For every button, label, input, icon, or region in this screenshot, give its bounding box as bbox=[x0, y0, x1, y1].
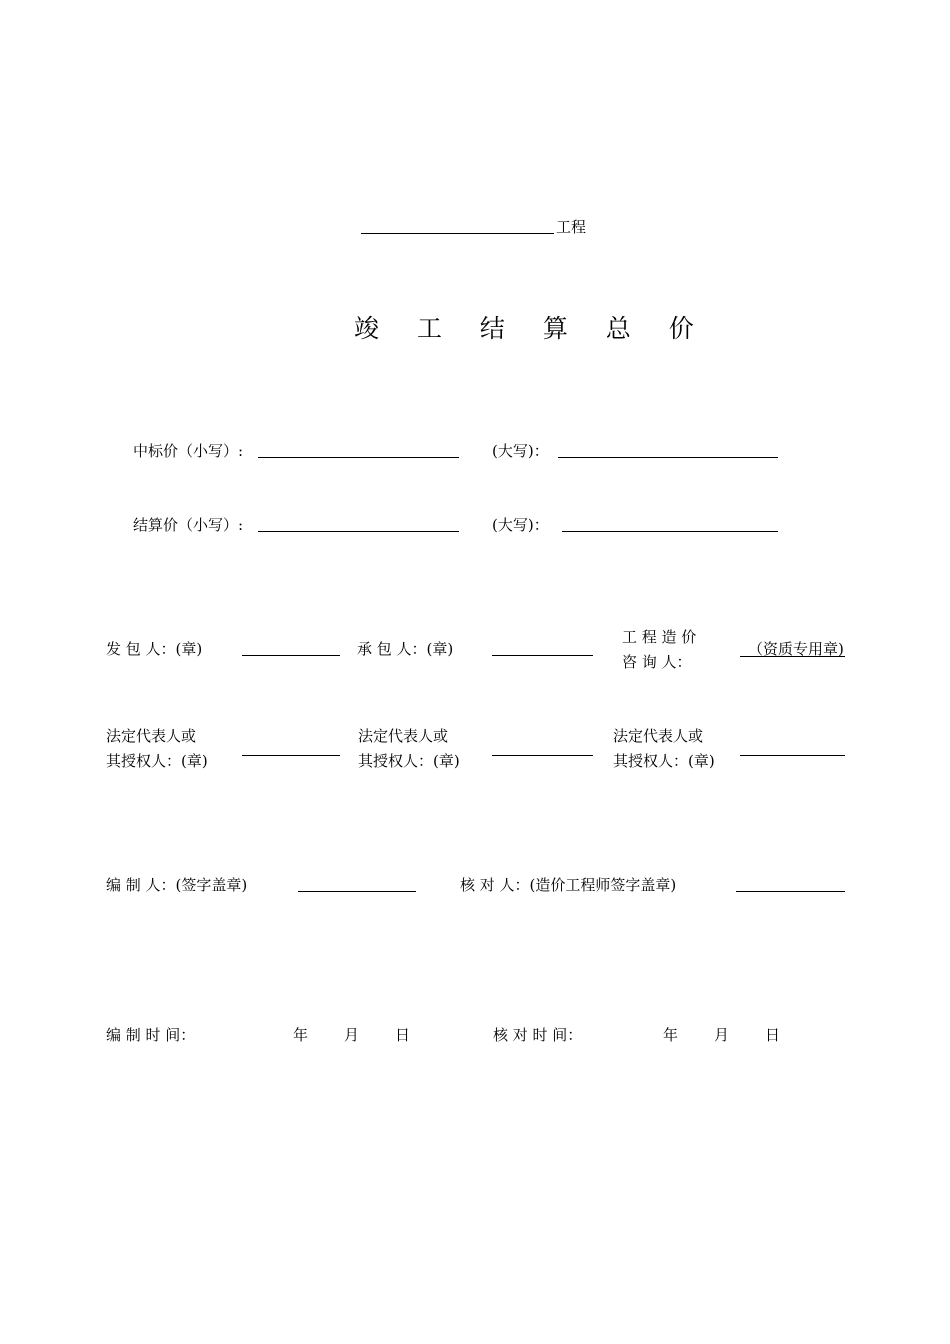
contractor-label: 承 包 人：(章) bbox=[357, 640, 454, 658]
employer-rep-line1: 法定代表人或 bbox=[106, 727, 197, 745]
page-title: 竣 工 结 算 总 价 bbox=[354, 314, 709, 343]
consultant-rep-underline bbox=[740, 755, 845, 756]
compiler-label: 编 制 人：(签字盖章) bbox=[106, 876, 248, 894]
project-name-underline bbox=[361, 233, 554, 234]
settlement-price-small-underline bbox=[258, 531, 459, 532]
consultant-rep-line2: 其授权人：(章) bbox=[613, 752, 715, 770]
check-year: 年 bbox=[663, 1026, 679, 1044]
settlement-price-big-underline bbox=[562, 531, 778, 532]
consultant-rep-line1: 法定代表人或 bbox=[613, 727, 704, 745]
qualification-seal-label: （资质专用章) bbox=[748, 640, 844, 658]
employer-label: 发 包 人：(章) bbox=[106, 640, 203, 658]
bid-price-small-label: 中标价（小写）: bbox=[133, 442, 244, 460]
check-day: 日 bbox=[765, 1026, 781, 1044]
bid-price-big-underline bbox=[558, 457, 778, 458]
check-month: 月 bbox=[714, 1026, 730, 1044]
qualification-seal-underline bbox=[740, 656, 845, 657]
settlement-price-big-label: (大写)： bbox=[492, 516, 549, 534]
employer-rep-underline bbox=[242, 755, 340, 756]
compile-year: 年 bbox=[293, 1026, 309, 1044]
bid-price-small-underline bbox=[258, 457, 459, 458]
contractor-rep-line1: 法定代表人或 bbox=[358, 727, 449, 745]
checker-underline bbox=[736, 891, 845, 892]
consultant-label-line2: 咨 询 人： bbox=[622, 653, 692, 671]
bid-price-big-label: (大写)： bbox=[492, 442, 549, 460]
employer-underline bbox=[242, 655, 340, 656]
contractor-rep-underline bbox=[492, 755, 593, 756]
contractor-underline bbox=[492, 655, 593, 656]
project-suffix: 工程 bbox=[556, 218, 587, 236]
compile-month: 月 bbox=[344, 1026, 360, 1044]
checker-label: 核 对 人：(造价工程师签字盖章) bbox=[460, 876, 677, 894]
settlement-price-small-label: 结算价（小写）: bbox=[133, 516, 244, 534]
compile-time-label: 编 制 时 间： bbox=[106, 1026, 196, 1044]
contractor-rep-line2: 其授权人：(章) bbox=[358, 752, 460, 770]
compiler-underline bbox=[298, 891, 416, 892]
employer-rep-line2: 其授权人：(章) bbox=[106, 752, 208, 770]
compile-day: 日 bbox=[395, 1026, 411, 1044]
check-time-label: 核 对 时 间： bbox=[493, 1026, 583, 1044]
consultant-label-line1: 工 程 造 价 bbox=[622, 628, 697, 646]
